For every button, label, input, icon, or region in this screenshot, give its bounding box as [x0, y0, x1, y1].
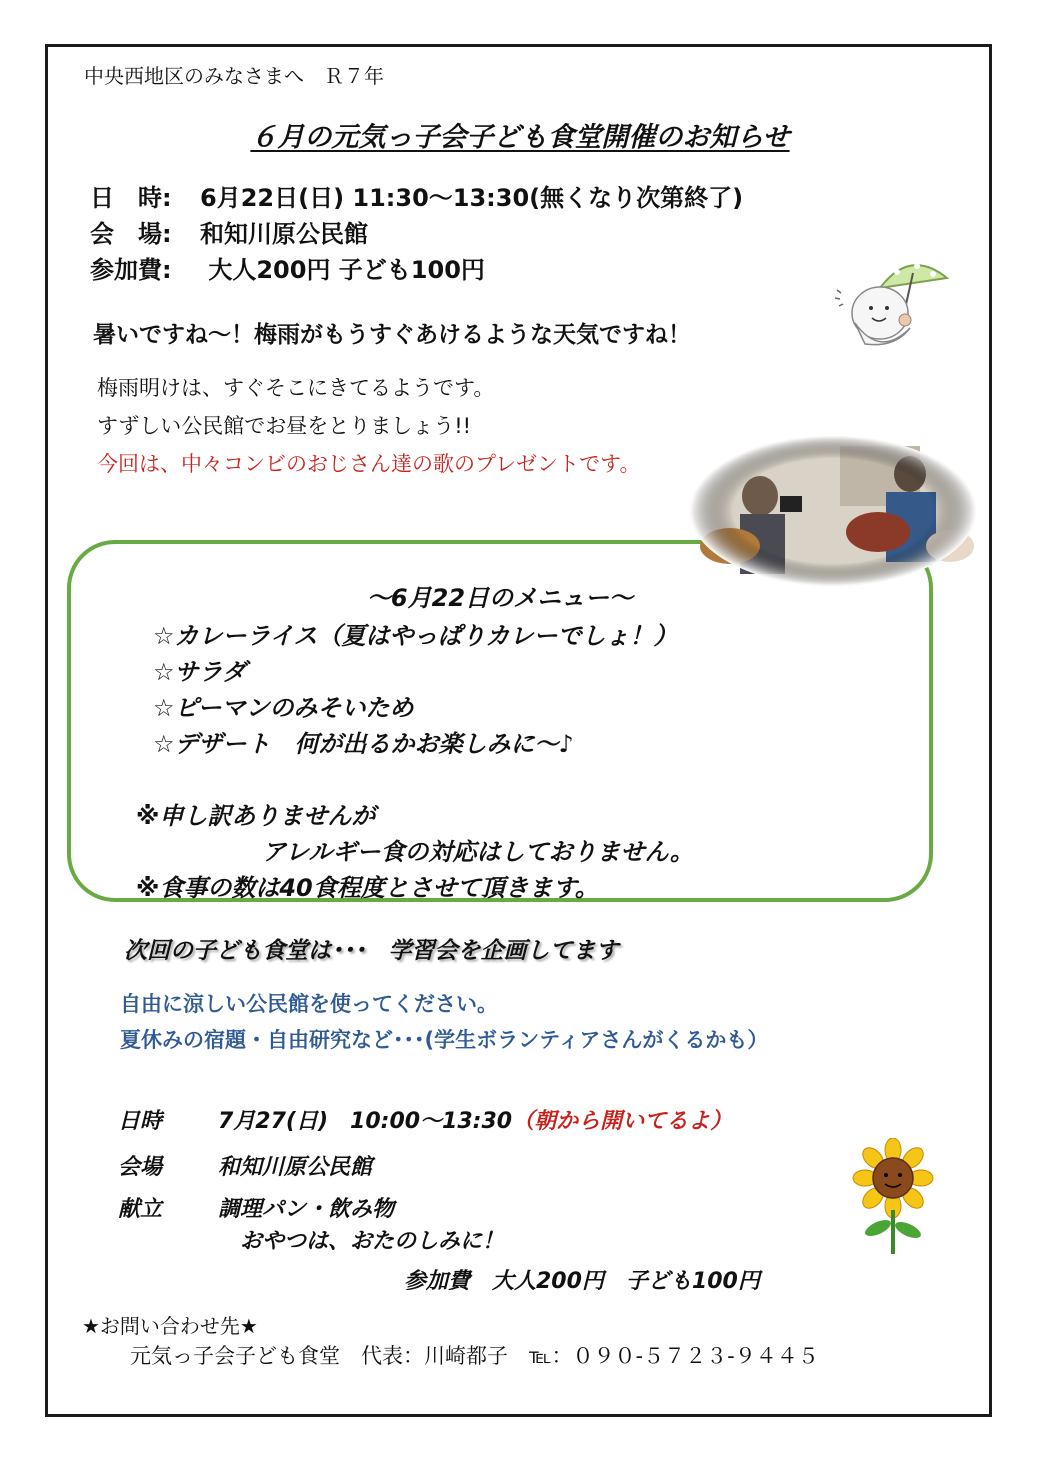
contact-heading: ★お問い合わせ先★	[82, 1314, 258, 1338]
event-date	[90, 178, 743, 213]
next-menu-value: 調理パン・飲み物	[218, 1197, 395, 1222]
event-venue-label: 会 場:	[90, 220, 172, 248]
event-venue	[90, 214, 368, 249]
intro-line-1: 梅雨明けは、すぐそこにきてるようです。	[97, 376, 495, 400]
event-fee-value: 大人200円 子ども100円	[200, 256, 485, 284]
menu-item: ☆サラダ	[153, 658, 247, 686]
next-date-note: （朝から開いてるよ）	[512, 1109, 733, 1134]
menu-title: ～6月22日のメニュー～	[366, 584, 634, 612]
next-desc-2: 夏休みの宿題・自由研究など･･･(学生ボランティアさんがくるかも）	[120, 1028, 769, 1052]
next-menu-value-2: おやつは、おたのしみに！	[240, 1229, 505, 1254]
next-date	[118, 1104, 732, 1135]
intro-line-2: すずしい公民館でお昼をとりましょう!!	[97, 414, 472, 438]
contact-line: 元気っ子会子ども食堂 代表：川崎都子 ℡：０９０-５７２３-９４４５	[130, 1344, 819, 1368]
next-date-value: 7月27(日) 10:00～13:30	[218, 1109, 513, 1134]
menu-note-allergy-2: アレルギー食の対応はしておりません。	[262, 838, 694, 866]
next-date-label: 日時	[118, 1109, 163, 1134]
menu-note-quantity: ※食事の数は40食程度とさせて頂きます。	[136, 874, 599, 902]
sunflower-illustration	[838, 1138, 948, 1256]
next-headline: 次回の子ども食堂は･･･ 学習会を企画してます	[124, 938, 619, 964]
umbrella-ghost-illustration	[825, 248, 955, 358]
event-date-value: 6月22日(日) 11:30～13:30(無くなり次第終了)	[200, 184, 744, 212]
event-fee	[90, 250, 485, 285]
event-fee-label: 参加費:	[90, 256, 172, 284]
next-venue-value: 和知川原公民館	[218, 1155, 373, 1180]
next-venue-label: 会場	[118, 1155, 163, 1180]
event-venue-value: 和知川原公民館	[200, 220, 368, 248]
next-venue	[118, 1150, 372, 1181]
menu-item: ☆デザート 何が出るかお楽しみに～♪	[153, 730, 574, 758]
header-greeting: 中央西地区のみなさまへ Ｒ７年	[84, 64, 384, 88]
intro-line-3: 今回は、中々コンビのおじさん達の歌のプレゼントです。	[97, 452, 641, 476]
page-title: ６月の元気っ子会子ども食堂開催のお知らせ	[250, 122, 790, 153]
next-menu-label: 献立	[118, 1197, 163, 1222]
next-menu	[118, 1192, 394, 1223]
next-desc-1: 自由に涼しい公民館を使ってください。	[120, 992, 498, 1016]
intro-headline: 暑いですね～！梅雨がもうすぐあけるような天気ですね！	[93, 322, 691, 348]
menu-note-allergy-1: ※申し訳ありませんが	[136, 802, 376, 830]
menu-item: ☆カレーライス（夏はやっぱりカレーでしょ！）	[153, 622, 678, 650]
event-date-label: 日 時:	[90, 184, 172, 212]
musicians-photo	[690, 436, 976, 586]
menu-item: ☆ピーマンのみそいため	[153, 694, 414, 722]
next-fee: 参加費 大人200円 子ども100円	[404, 1269, 760, 1294]
